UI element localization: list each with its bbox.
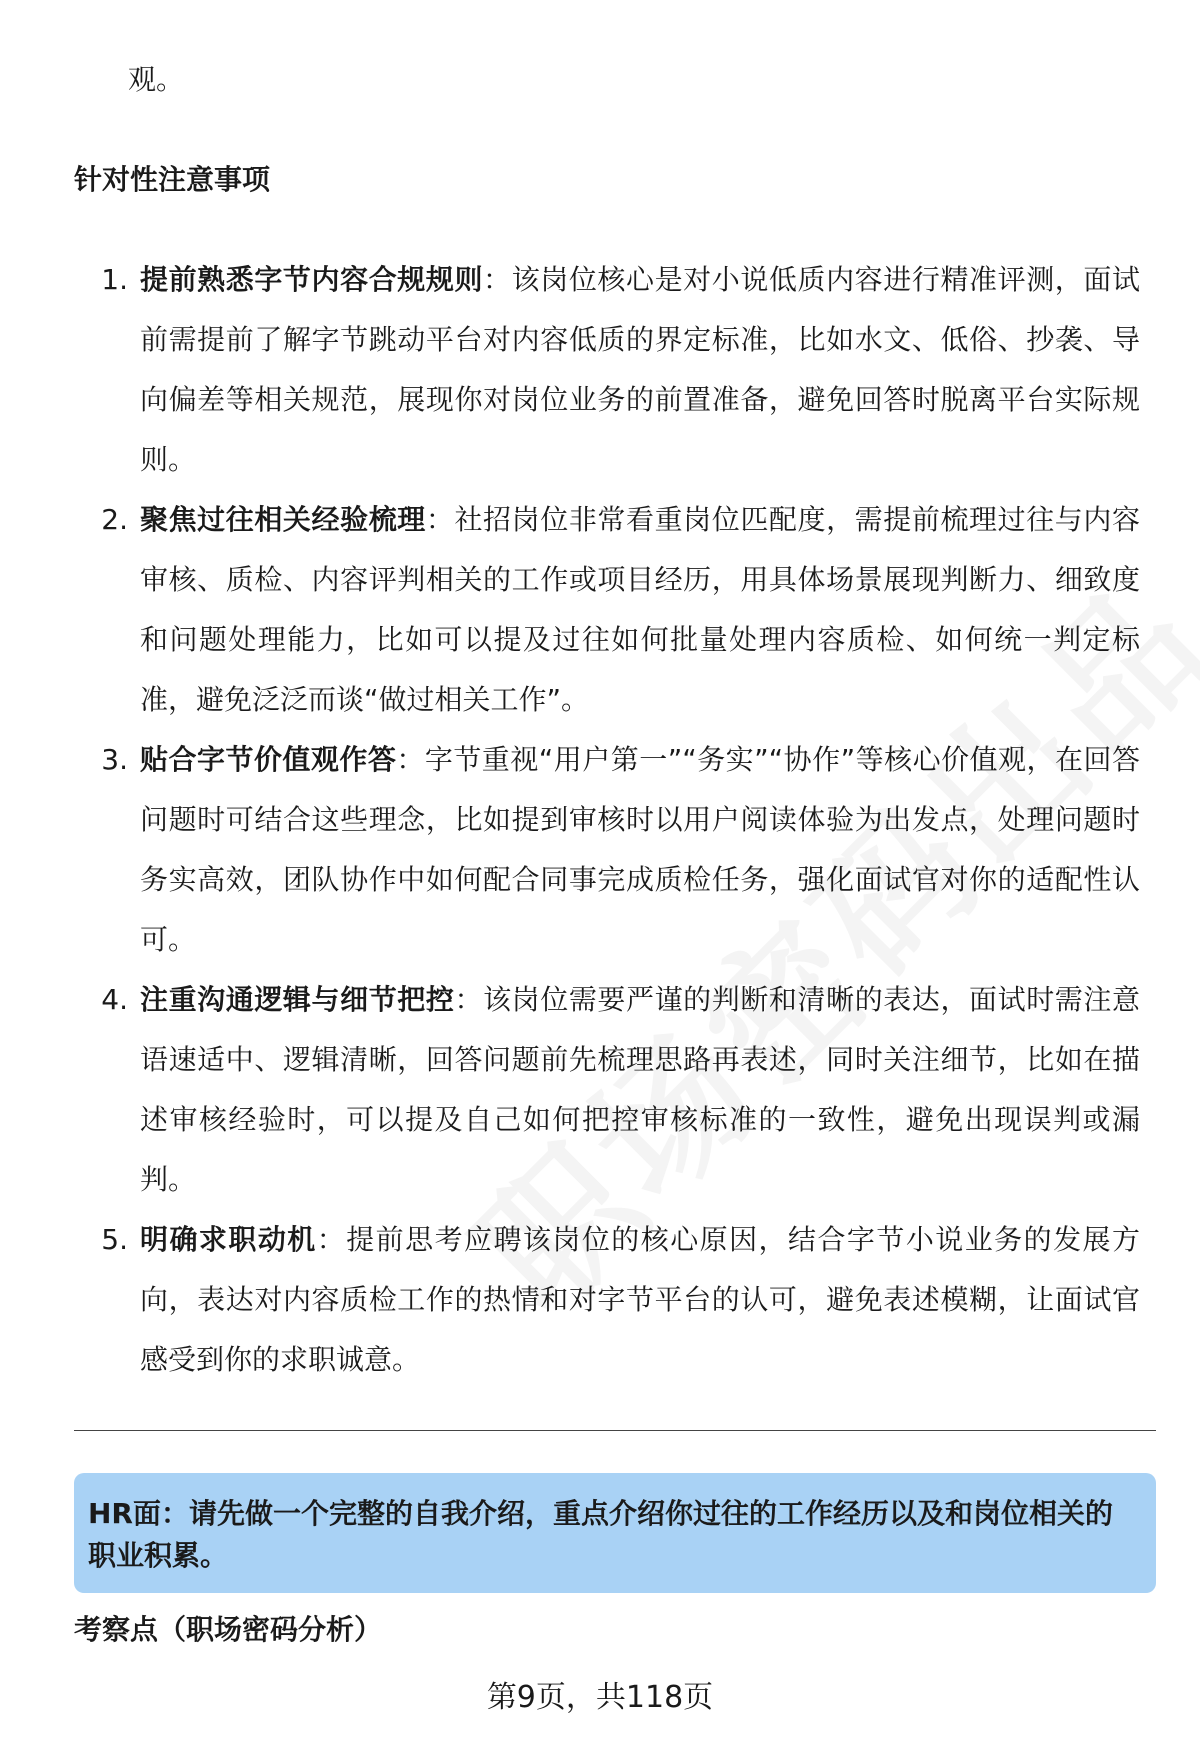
tip-body: 该岗位核心是对小说低质内容进行精准评测，面试前需提前了解字节跳动平台对内容低质的界定标准，比如水文、低俗、抄袭、导向偏差等相关规范，展现你对岗位业务的前置准备，避免回答时脱离平台实际规则。 xyxy=(140,263,1140,476)
tip-text xyxy=(128,970,1140,1210)
tip-item xyxy=(70,250,1140,490)
tips-list xyxy=(70,250,1140,1390)
tip-body: 该岗位需要严谨的判断和清晰的表达，面试时需注意语速适中、逻辑清晰，回答问题前先梳理思路再表述，同时关注细节，比如在描述审核经验时，可以提及自己如何把控审核标准的一致性，避免出现误判或漏判。 xyxy=(140,983,1140,1196)
tip-item xyxy=(70,970,1140,1210)
section-heading: 针对性注意事项 xyxy=(74,163,271,196)
tip-title: 注重沟通逻辑与细节把控 xyxy=(140,983,455,1016)
tip-body: 字节重视“用户第一”“务实”“协作”等核心价值观，在回答问题时可结合这些理念，比如提到审核时以用户阅读体验为出发点，处理问题时务实高效，团队协作中如何配合同事完成质检任务，强化面试官对你的适配性认可。 xyxy=(140,743,1140,956)
hr-question-box: HR面：请先做一个完整的自我介绍，重点介绍你过往的工作经历以及和岗位相关的职业积累。 xyxy=(74,1473,1156,1593)
page-footer: 第9页，共118页 xyxy=(486,1680,714,1715)
tip-title: 贴合字节价值观作答 xyxy=(140,743,397,776)
tip-text xyxy=(128,1210,1140,1390)
tip-item xyxy=(70,730,1140,970)
tip-separator: ： xyxy=(316,1223,347,1256)
tip-separator: ： xyxy=(454,983,484,1016)
continued-text: 观。 xyxy=(128,63,185,96)
tip-separator: ： xyxy=(483,263,512,296)
tip-item xyxy=(70,490,1140,730)
tip-number: 1. xyxy=(101,263,128,296)
section-divider xyxy=(74,1430,1156,1431)
tip-text xyxy=(128,730,1140,970)
tip-item xyxy=(70,1210,1140,1390)
tip-separator: ： xyxy=(396,743,425,776)
tip-separator: ： xyxy=(425,503,455,536)
tip-text xyxy=(128,250,1140,490)
tip-title: 提前熟悉字节内容合规规则 xyxy=(140,263,484,296)
tip-body: 提前思考应聘该岗位的核心原因，结合字节小说业务的发展方向，表达对内容质检工作的热情和对字节平台的认可，避免表述模糊，让面试官感受到你的求职诚意。 xyxy=(140,1223,1140,1376)
tip-number: 3. xyxy=(101,743,128,776)
tip-number: 2. xyxy=(101,503,128,536)
tip-number: 4. xyxy=(101,983,128,1016)
analysis-heading: 考察点（职场密码分析） xyxy=(74,1613,383,1646)
tip-text xyxy=(128,490,1140,730)
tip-title: 明确求职动机 xyxy=(140,1223,317,1256)
tip-body: 社招岗位非常看重岗位匹配度，需提前梳理过往与内容审核、质检、内容评判相关的工作或项目经历，用具体场景展现判断力、细致度和问题处理能力，比如可以提及过往如何批量处理内容质检、如何统一判定标准，避免泛泛而谈“做过相关工作”。 xyxy=(140,503,1140,716)
tip-title: 聚焦过往相关经验梳理 xyxy=(140,503,426,536)
tip-number: 5. xyxy=(101,1223,128,1256)
